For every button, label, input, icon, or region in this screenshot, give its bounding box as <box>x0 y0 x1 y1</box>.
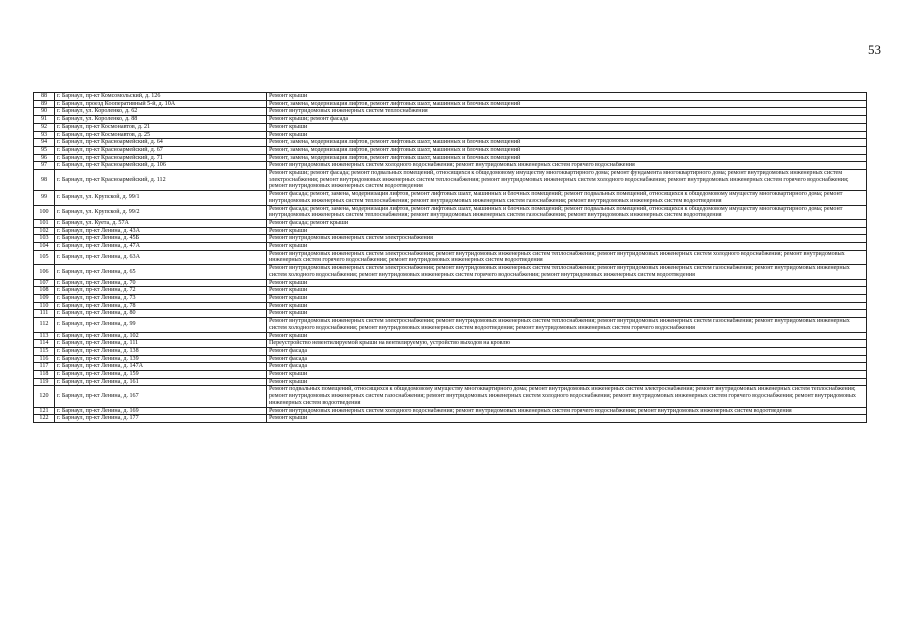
row-number: 102 <box>34 227 55 235</box>
table-row <box>34 170 867 191</box>
row-number: 109 <box>34 294 55 302</box>
row-work-type: Ремонт внутридомовых инженерных систем теплоснабжения <box>267 108 867 116</box>
row-address: г. Барнаул, пр-кт Ленина, д. 47А <box>55 243 267 251</box>
row-work-type: Ремонт крыши <box>267 123 867 131</box>
row-address: г. Барнаул, пр-кт Ленина, д. 139 <box>55 355 267 363</box>
table-row <box>34 205 867 219</box>
row-address: г. Барнаул, пр-кт Ленина, д. 45Б <box>55 235 267 243</box>
row-work-type: Ремонт фасада <box>267 355 867 363</box>
row-address: г. Барнаул, пр-кт Ленина, д. 78 <box>55 302 267 310</box>
table-row <box>34 294 867 302</box>
row-number: 99 <box>34 191 55 205</box>
row-address: г. Барнаул, пр-кт Красноармейский, д. 67 <box>55 146 267 154</box>
row-address: г. Барнаул, пр-кт Красноармейский, д. 106 <box>55 162 267 170</box>
row-address: г. Барнаул, ул. Крупской, д. 99/1 <box>55 191 267 205</box>
row-number: 105 <box>34 250 55 264</box>
row-number: 112 <box>34 318 55 332</box>
table-row <box>34 340 867 348</box>
row-work-type: Ремонт внутридомовых инженерных систем электроснабжения <box>267 235 867 243</box>
row-work-type: Ремонт крыши <box>267 302 867 310</box>
table-row <box>34 318 867 332</box>
row-number: 119 <box>34 378 55 386</box>
table-row <box>34 131 867 139</box>
row-number: 113 <box>34 332 55 340</box>
row-number: 104 <box>34 243 55 251</box>
row-address: г. Барнаул, пр-кт Ленина, д. 99 <box>55 318 267 332</box>
row-address: г. Барнаул, пр-кт Ленина, д. 72 <box>55 287 267 295</box>
row-address: г. Барнаул, пр-кт Ленина, д. 102 <box>55 332 267 340</box>
row-number: 95 <box>34 146 55 154</box>
table-row <box>34 227 867 235</box>
table-row <box>34 146 867 154</box>
row-number: 114 <box>34 340 55 348</box>
row-work-type: Ремонт крыши <box>267 279 867 287</box>
table-row <box>34 139 867 147</box>
row-work-type: Ремонт, замена, модернизация лифтов, ремонт лифтовых шахт, машинных и блочных помещений <box>267 100 867 108</box>
row-address: г. Барнаул, пр-кт Ленина, д. 169 <box>55 407 267 415</box>
row-work-type: Ремонт фасада; ремонт крыши <box>267 219 867 227</box>
table-row <box>34 123 867 131</box>
row-number: 116 <box>34 355 55 363</box>
row-address: г. Барнаул, ул. Куета, д. 57А <box>55 219 267 227</box>
row-work-type: Ремонт крыши <box>267 332 867 340</box>
table-row <box>34 100 867 108</box>
table-row <box>34 250 867 264</box>
row-work-type: Ремонт фасада <box>267 347 867 355</box>
row-address: г. Барнаул, пр-кт Ленина, д. 73 <box>55 294 267 302</box>
repair-works-table <box>33 92 867 423</box>
table-row <box>34 235 867 243</box>
table-row <box>34 287 867 295</box>
row-number: 121 <box>34 407 55 415</box>
row-address: г. Барнаул, ул. Короленко, д. 88 <box>55 116 267 124</box>
row-work-type: Ремонт подвальных помещений, относящихся к общедомовому имуществу многоквартирного дома; ремонт внутридомовых инженерных систем электроснабжения; ремонт внутридомовых инженерных систем теплоснабжения; ремонт внутридомовых инженерных систем газоснабжения; ремонт внутридомовых инженерных систем холодного водоснабжения; ремонт внутридомовых инженерных систем горячего водоснабжения; ремонт внутридомовых инженерных систем водоотведения <box>267 386 867 407</box>
table-row <box>34 219 867 227</box>
row-number: 103 <box>34 235 55 243</box>
row-number: 97 <box>34 162 55 170</box>
row-number: 110 <box>34 302 55 310</box>
row-work-type: Ремонт фасада; ремонт, замена, модернизация лифтов, ремонт лифтовых шахт, машинных и блочных помещений; ремонт подвальных помещений, относящихся к общедомовому имуществу многоквартирного дома; ремонт внутридомовых инженерных систем теплоснабжения; ремонт внутридомовых инженерных систем газоснабжения; ремонт внутридомовых инженерных систем водоотведения <box>267 205 867 219</box>
row-number: 89 <box>34 100 55 108</box>
row-address: г. Барнаул, пр-кт Космонавтов, д. 25 <box>55 131 267 139</box>
table-row <box>34 302 867 310</box>
table-row <box>34 108 867 116</box>
row-address: г. Барнаул, пр-кт Красноармейский, д. 64 <box>55 139 267 147</box>
row-address: г. Барнаул, проезд Кооперативный 5-й, д. 10А <box>55 100 267 108</box>
table-row <box>34 191 867 205</box>
table-row <box>34 93 867 101</box>
table-row <box>34 407 867 415</box>
row-number: 106 <box>34 265 55 279</box>
row-address: г. Барнаул, пр-кт Ленина, д. 70 <box>55 279 267 287</box>
table-row <box>34 355 867 363</box>
table-row <box>34 415 867 423</box>
row-address: г. Барнаул, ул. Крупской, д. 99/2 <box>55 205 267 219</box>
row-work-type: Ремонт внутридомовых инженерных систем электроснабжения; ремонт внутридомовых инженерных систем теплоснабжения; ремонт внутридомовых инженерных систем холодного водоснабжения; ремонт внутридомовых инженерных систем горячего водоснабжения; ремонт внутридомовых инженерных систем водоотведения <box>267 250 867 264</box>
row-work-type: Ремонт крыши <box>267 371 867 379</box>
row-address: г. Барнаул, пр-кт Красноармейский, д. 71 <box>55 154 267 162</box>
row-address: г. Барнаул, пр-кт Ленина, д. 161 <box>55 378 267 386</box>
table-row <box>34 310 867 318</box>
row-work-type: Ремонт крыши; ремонт фасада <box>267 116 867 124</box>
row-work-type: Ремонт внутридомовых инженерных систем электроснабжения; ремонт внутридомовых инженерных систем теплоснабжения; ремонт внутридомовых инженерных систем газоснабжения; ремонт внутридомовых инженерных систем холодного водоснабжения; ремонт внутридомовых инженерных систем водоотведения; ремонт внутридомовых инженерных систем горячего водоснабжения <box>267 318 867 332</box>
row-number: 93 <box>34 131 55 139</box>
row-address: г. Барнаул, пр-кт Космонавтов, д. 21 <box>55 123 267 131</box>
row-number: 88 <box>34 93 55 101</box>
row-work-type: Ремонт крыши <box>267 294 867 302</box>
table-row <box>34 371 867 379</box>
row-number: 118 <box>34 371 55 379</box>
row-number: 120 <box>34 386 55 407</box>
row-address: г. Барнаул, пр-кт Ленина, д. 138 <box>55 347 267 355</box>
table-row <box>34 243 867 251</box>
table-row <box>34 162 867 170</box>
row-work-type: Ремонт крыши <box>267 243 867 251</box>
row-work-type: Ремонт, замена, модернизация лифтов, ремонт лифтовых шахт, машинных и блочных помещений <box>267 139 867 147</box>
row-number: 122 <box>34 415 55 423</box>
row-address: г. Барнаул, пр-кт Ленина, д. 167 <box>55 386 267 407</box>
row-work-type: Ремонт, замена, модернизация лифтов, ремонт лифтовых шахт, машинных и блочных помещений <box>267 154 867 162</box>
table-row <box>34 116 867 124</box>
row-work-type: Ремонт крыши <box>267 287 867 295</box>
row-address: г. Барнаул, ул. Короленко, д. 62 <box>55 108 267 116</box>
table-row <box>34 347 867 355</box>
row-address: г. Барнаул, пр-кт Ленина, д. 159 <box>55 371 267 379</box>
row-address: г. Барнаул, пр-кт Комсомольский, д. 126 <box>55 93 267 101</box>
table-body <box>34 93 867 423</box>
table-row <box>34 332 867 340</box>
row-number: 94 <box>34 139 55 147</box>
page-number: 53 <box>868 42 881 57</box>
row-address: г. Барнаул, пр-кт Ленина, д. 63А <box>55 250 267 264</box>
row-work-type: Ремонт, замена, модернизация лифтов, ремонт лифтовых шахт, машинных и блочных помещений <box>267 146 867 154</box>
row-number: 96 <box>34 154 55 162</box>
row-number: 92 <box>34 123 55 131</box>
row-number: 107 <box>34 279 55 287</box>
table-row <box>34 279 867 287</box>
table-row <box>34 386 867 407</box>
row-number: 117 <box>34 363 55 371</box>
row-number: 98 <box>34 170 55 191</box>
row-address: г. Барнаул, пр-кт Красноармейский, д. 112 <box>55 170 267 191</box>
row-work-type: Ремонт крыши <box>267 310 867 318</box>
row-work-type: Ремонт крыши <box>267 415 867 423</box>
row-work-type: Ремонт фасада <box>267 363 867 371</box>
row-number: 100 <box>34 205 55 219</box>
row-number: 108 <box>34 287 55 295</box>
table-row <box>34 265 867 279</box>
row-number: 111 <box>34 310 55 318</box>
row-work-type: Ремонт крыши <box>267 93 867 101</box>
row-address: г. Барнаул, пр-кт Ленина, д. 43А <box>55 227 267 235</box>
row-number: 91 <box>34 116 55 124</box>
row-work-type: Ремонт внутридомовых инженерных систем холодного водоснабжения; ремонт внутридомовых инженерных систем горячего водоснабжения; ремонт внутридомовых инженерных систем водоотведения <box>267 407 867 415</box>
row-address: г. Барнаул, пр-кт Ленина, д. 177 <box>55 415 267 423</box>
row-number: 115 <box>34 347 55 355</box>
row-work-type: Ремонт фасада; ремонт, замена, модернизация лифтов, ремонт лифтовых шахт, машинных и блочных помещений; ремонт подвальных помещений, относящихся к общедомовому имуществу многоквартирного дома; ремонт внутридомовых инженерных систем теплоснабжения; ремонт внутридомовых инженерных систем газоснабжения; ремонт внутридомовых инженерных систем водоотведения <box>267 191 867 205</box>
row-work-type: Ремонт крыши; ремонт фасада; ремонт подвальных помещений, относящихся к общедомовому имуществу многоквартирного дома; ремонт фундамента многоквартирного дома; ремонт внутридомовых инженерных систем электроснабжения; ремонт внутридомовых инженерных систем теплоснабжения; ремонт внутридомовых инженерных систем холодного водоснабжения; ремонт внутридомовых инженерных систем горячего водоснабжения; ремонт внутридомовых инженерных систем водоотведения <box>267 170 867 191</box>
table-row <box>34 154 867 162</box>
row-address: г. Барнаул, пр-кт Ленина, д. 80 <box>55 310 267 318</box>
row-work-type: Переустройство невентилируемой крыши на вентилируемую, устройство выходов на кровлю <box>267 340 867 348</box>
table-row <box>34 363 867 371</box>
row-work-type: Ремонт внутридомовых инженерных систем холодного водоснабжения; ремонт внутридомовых инженерных систем горячего водоснабжения <box>267 162 867 170</box>
row-number: 90 <box>34 108 55 116</box>
row-work-type: Ремонт крыши <box>267 131 867 139</box>
row-number: 101 <box>34 219 55 227</box>
row-address: г. Барнаул, пр-кт Ленина, д. 147А <box>55 363 267 371</box>
row-work-type: Ремонт внутридомовых инженерных систем электроснабжения; ремонт внутридомовых инженерных систем теплоснабжения; ремонт внутридомовых инженерных систем газоснабжения; ремонт внутридомовых инженерных систем холодного водоснабжения; ремонт внутридомовых инженерных систем горячего водоснабжения; ремонт внутридомовых инженерных систем водоотведения <box>267 265 867 279</box>
row-work-type: Ремонт крыши <box>267 227 867 235</box>
row-address: г. Барнаул, пр-кт Ленина, д. 111 <box>55 340 267 348</box>
row-address: г. Барнаул, пр-кт Ленина, д. 65 <box>55 265 267 279</box>
table-row <box>34 378 867 386</box>
row-work-type: Ремонт крыши <box>267 378 867 386</box>
